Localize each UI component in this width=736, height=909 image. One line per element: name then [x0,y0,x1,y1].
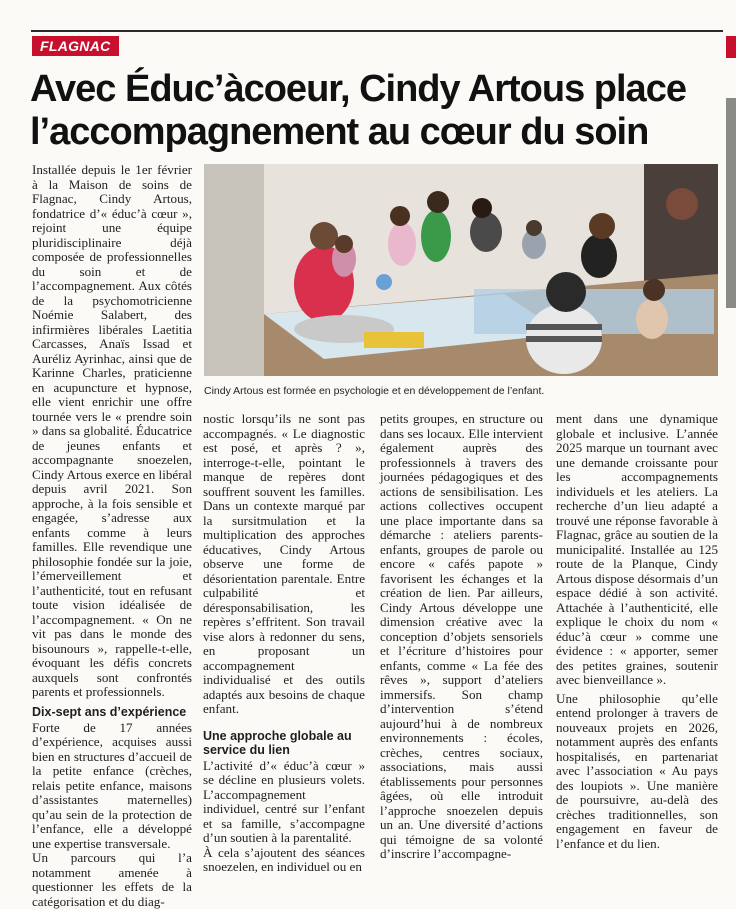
headline: Avec Éduc’àcoeur, Cindy Artous place l’accompagnement au cœur du soin [30,68,686,153]
paragraph: Un parcours qui l’a notamment amenée à questionner les effets de la catégorisation et du diag- [32,850,192,909]
article-column-2 [203,411,365,874]
paragraph: ment dans une dynamique globale et inclusive. L’année 2025 marque un tournant avec une demande croissante pour les accompagnements individuels et les ateliers. La recherche d’un lieu adapté a trouvé une réponse favorable à Flagnac, grâce au soutien de la municipalité. Installée au 125 route de la Planque, Cindy Artous dispose désormais d’un espace dédié à son activité. Attachée à l’authenticité, elle explique le choix du nom « éduc’à cœur » comme une évidence : « apporter, semer des petites graines, soutenir avec bienveillance ». [556,411,718,687]
adjacent-article-edge [726,30,736,841]
paragraph: petits groupes, en structure ou dans ses locaux. Elle intervient également auprès des professionnels à travers des journées pédagogiques et des actions de sensibilisation. Les actions collectives occupent une place importante dans sa démarche : ateliers parents-enfants, groupes de parole ou encore « cafés papote » favorisent les échanges et la création de lien. Par ailleurs, Cindy Artous développe une dimension créative avec la conception d’objets sensoriels et l’écriture d’histoires pour enfants, comme « La fée des rêves », support d’ateliers immersifs. Son champ d’intervention s’étend aujourd’hui à de nombreux environnements : écoles, crèches, centres sociaux, associations, mais aussi établissements pour personnes âgées, où elle introduit l’approche snoezelen depuis un an. Une diversité d’actions qui témoigne de sa volonté d’inscrire l’accompagne- [380,411,543,861]
section-tag: FLAGNAC [32,36,119,56]
photo-illustration [204,164,718,376]
paragraph: Installée depuis le 1er février à la Maison de soins de Flagnac, Cindy Artous, fondatrice d’« éduc’à cœur », rejoint une équipe pluridisciplinaire déjà composée de professionnelles du soin et de l’accompagnement. Aux côtés de la psychomotricienne Noémie Salabert, des infirmières libérales Laetitia Carcasses, Anaïs Issad et Auréliz Ayrinhac, ainsi que de Karinne Charles, praticienne en acupuncture et hypnose, elle vient enrichir une offre tournée vers le « prendre soin » dans sa globalité. Éducatrice de jeunes enfants et accompagnante snoezelen, Cindy Artous exerce en libéral depuis avril 2021. Son approche, à la fois sensible et engagée, s’adresse aux enfants comme à leurs familles. Elle revendique une philosophie fondée sur la joie, l’émerveillement et l’authenticité, tout en refusant toute vision idéalisée de l’accompagnement. « On ne vit pas dans le monde des bisounours », rappelle-t-elle, évoquant les défis concrets auxquels sont confrontés parents et professionnels. [32,162,192,699]
article-column-3 [380,411,543,861]
adjacent-photo [726,98,736,308]
top-rule [31,30,723,32]
paragraph: L’activité d’« éduc’à cœur » se décline en plusieurs volets. L’accompagnement individuel, centré sur l’enfant et sa famille, s’accompagne d’un soutien à la parentalité. [203,757,365,845]
article-column-4 [556,411,718,851]
paragraph: À cela s’ajoutent des séances snoezelen, en individuel ou en [203,844,365,874]
paragraph: Forte de 17 années d’expérience, acquises aussi bien en structures d’accueil de la petite enfance (crèches, relais petite enfance, maisons d’assistantes maternelles) qu’au sein de la protection de l’enfance, elle a développé une expertise transversale. [32,719,192,851]
photo-caption: Cindy Artous est formée en psychologie et en développement de l’enfant. [204,385,545,397]
article-photo [204,164,718,376]
subheading: Une approche globale au service du lien [203,728,352,757]
article-column-1 [32,162,192,909]
paragraph: nostic lorsqu’ils ne sont pas accompagnés. « Le diagnostic est posé, et après ? », interroge-t-elle, pointant le manque de repères dont souffrent souvent les familles. Dans un contexte marqué par la sursitmulation et la multiplication des approches éducatives, Cindy Artous observe une forme de désorientation parentale. Entre culpabilité et déresponsabilisation, les repères s’effritent. Son travail vise alors à redonner du sens, en proposant un accompagnement individualisé et des outils adaptés aux besoins de chaque enfant. [203,411,365,716]
adjacent-tag [726,36,736,58]
paragraph: Une philosophie qu’elle entend prolonger à travers de nouveaux projets en 2026, notamment auprès des enfants hospitalisés, en partenariat avec l’association « Au pays des loupiots ». Une manière de poursuivre, au-delà des crèches traditionnelles, son engagement en faveur de l’enfance et du lien. [556,690,718,851]
subheading: Dix-sept ans d’expérience [32,704,187,719]
